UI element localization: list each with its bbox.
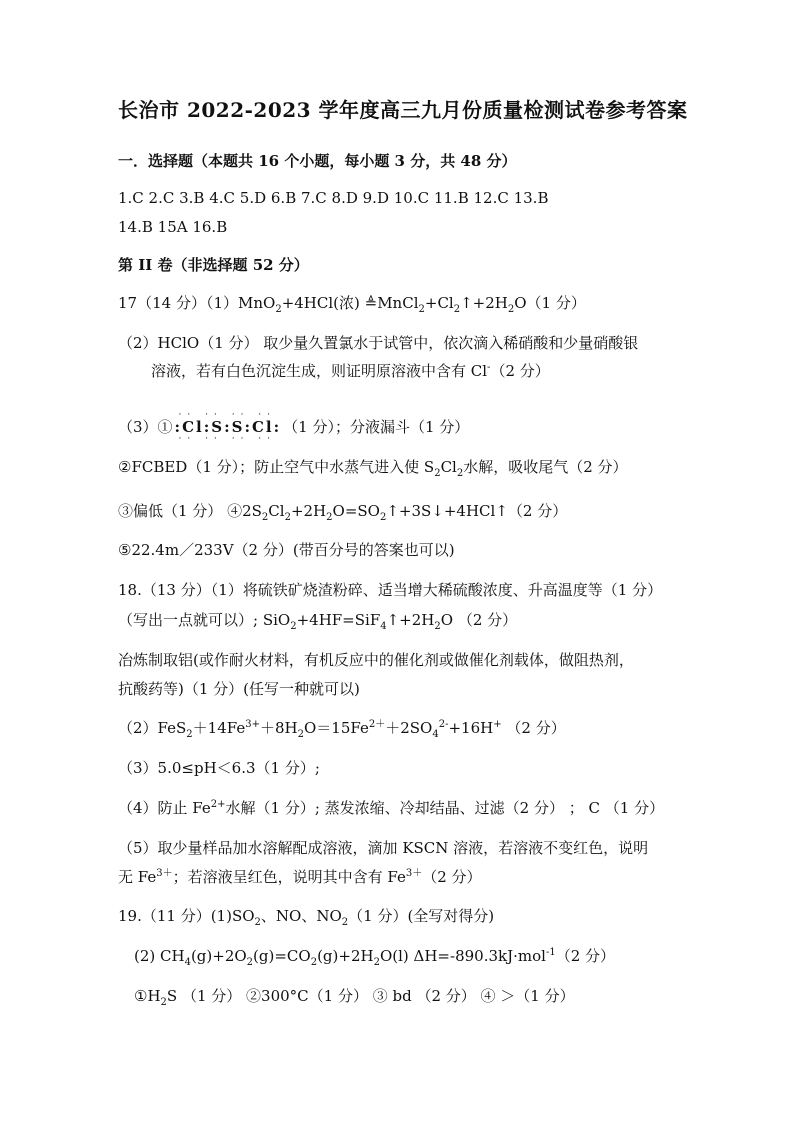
q17-line-2: （2）HClO（1 分） 取少量久置氯水于试管中，依次滴入稀硝酸和少量硝酸银: [118, 334, 639, 352]
q17-line-3: 溶液，若有白色沉淀生成，则证明原溶液中含有 Cl-（2 分）: [151, 362, 550, 380]
q18-line-8: （5）取少量样品加水溶解配成溶液，滴加 KSCN 溶液，若溶液不变红色，说明: [118, 839, 649, 857]
q18-line-6: （3）5.0≤pH＜6.3（1 分）;: [118, 759, 320, 777]
section1-heading: 一．选择题（本题共 16 个小题，每小题 3 分，共 48 分）: [118, 152, 517, 170]
q17-line-1: 17（14 分）（1）MnO$_2$+4HCl(浓) $≜MnCl_2+Cl_2↑+2H_2O(1$ 分）: [118, 294, 586, 315]
lewis-dots-bottom: ·· ·· ·· ··: [178, 434, 277, 444]
q19-line-3: $①H_2S$ （1 分） ②300°C（1 分） ③ bd （2 分） ④ ＞（1 分）: [134, 987, 575, 1008]
q19-line-1: 19.（11 分）$(1)SO_2$、NO、$NO_2(1$ 分）(全写对得分): [118, 907, 495, 928]
q19-line-2: (2) $CH_4(g)+2O_2(g)=CO_2(g)+2H_2O(l)$ ΔH=-890.3kJ·mol$^{-1}$（2 分）: [134, 947, 615, 968]
page-title: 长治市 2022-2023 学年度高三九月份质量检测试卷参考答案: [118, 98, 688, 122]
q18-line-7: （4）防止 $Fe^{2+}$水解（1 分）; 蒸发浓缩、冷却结晶、过滤（2 分） ； C （1 分）: [118, 799, 665, 817]
q18-line-3: 冶炼制取铝(或作耐火材料，有机反应中的催化剂或做催化剂载体，做阻热剂，: [118, 651, 634, 669]
q17-line-5: ②FCBED（1 分）；防止空气中水蒸气进入使 $S_2Cl_2$水解，吸收尾气（2 分）: [118, 458, 628, 479]
answers-row-1: 1.C 2.C 3.B 4.C 5.D 6.B 7.C 8.D 9.D 10.C 11.B 12.C 13.B: [118, 189, 549, 207]
lewis-structure: ·· ·· ·· ·· :Cl:S:S:Cl: ·· ·· ·· ··: [173, 417, 284, 437]
section2-heading: 第 II 卷（非选择题 52 分）: [118, 256, 309, 274]
q18-line-9: 无 $Fe^{3+}$；若溶液呈红色，说明其中含有 $Fe^{3+}(2$ 分）: [118, 868, 482, 886]
q17-line-4: （3）① ·· ·· ·· ·· :Cl:S:S:Cl: ·· ·· ·· ·· （1 分）；分液漏斗（1 分）: [118, 417, 469, 437]
q17-line-7: ⑤22.4m／233V（2 分）(带百分号的答案也可以): [118, 541, 455, 559]
q18-line-2: （写出一点就可以）; $SiO_2+4HF=SiF_4↑+2H_2O$ （2 分）: [118, 611, 518, 632]
q18-line-1: 18.（13 分）（1）将硫铁矿烧渣粉碎、适当增大稀硫酸浓度、升高温度等（1 分）: [118, 581, 663, 599]
q17-line-6: ③偏低（1 分） $④2S_2Cl_2+2H_2O=SO_2↑+3S↓+4HCl↑(2$ 分）: [118, 502, 568, 523]
q18-line-5: $(2)FeS_2+14Fe^{3+}+8H_2O=15Fe^{2+}+2SO_4^{2-}+16H^+$ （2 分）: [118, 719, 566, 740]
answers-row-2: 14.B 15A 16.B: [118, 218, 228, 236]
lewis-dots-top: ·· ·· ·· ··: [178, 410, 277, 420]
q18-line-4: 抗酸药等)（1 分）(任写一种就可以): [118, 680, 360, 698]
